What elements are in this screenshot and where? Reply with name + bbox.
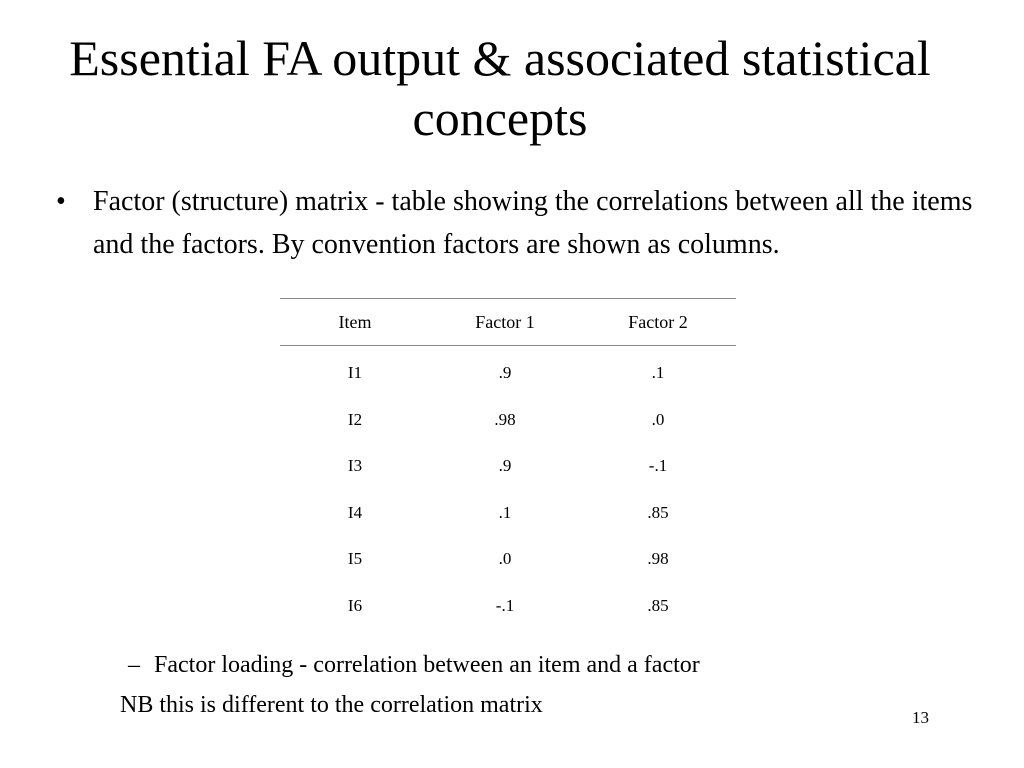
table-row	[280, 536, 736, 583]
header-factor-1: Factor 1	[430, 299, 580, 346]
factor-matrix-table	[280, 298, 736, 629]
cell-factor-1: .9	[498, 363, 512, 383]
bullet-text: Factor (structure) matrix - table showing the correlations between all the items and the factors. By convention factors are shown as columns.	[93, 186, 973, 260]
table-row	[280, 443, 736, 490]
cell-item: I4	[347, 502, 363, 522]
table-row	[280, 490, 736, 537]
cell-factor-1: -.1	[495, 595, 515, 615]
bullet-symbol: •	[56, 186, 66, 217]
cell-factor-2: .1	[651, 363, 665, 383]
table-row	[280, 397, 736, 444]
slide-title: Essential FA output & associated statistical concepts	[69, 30, 931, 146]
cell-item: I3	[347, 456, 363, 476]
table-header-row	[280, 299, 736, 346]
sub-bullet-symbol: –	[128, 652, 140, 678]
header-factor-2: Factor 2	[580, 299, 736, 346]
cell-item: I2	[347, 409, 363, 429]
cell-item: I1	[347, 363, 363, 383]
cell-item: I5	[347, 549, 363, 569]
page-number: 13	[912, 708, 929, 727]
cell-factor-1: .98	[494, 409, 516, 429]
header-item: Item	[280, 299, 430, 346]
cell-item: I6	[347, 595, 363, 615]
cell-factor-2: .85	[647, 502, 669, 522]
cell-factor-2: .85	[647, 595, 669, 615]
cell-factor-2: -.1	[648, 456, 668, 476]
cell-factor-2: .0	[651, 409, 665, 429]
factor-matrix-table-container	[280, 298, 736, 629]
table-row	[280, 346, 736, 397]
sub-bullet-text: Factor loading - correlation between an item and a factor	[154, 652, 700, 678]
note-text: NB this is different to the correlation matrix	[120, 692, 543, 718]
cell-factor-1: .0	[498, 549, 512, 569]
cell-factor-1: .1	[498, 502, 512, 522]
cell-factor-1: .9	[498, 456, 512, 476]
cell-factor-2: .98	[647, 549, 669, 569]
table-row	[280, 583, 736, 630]
